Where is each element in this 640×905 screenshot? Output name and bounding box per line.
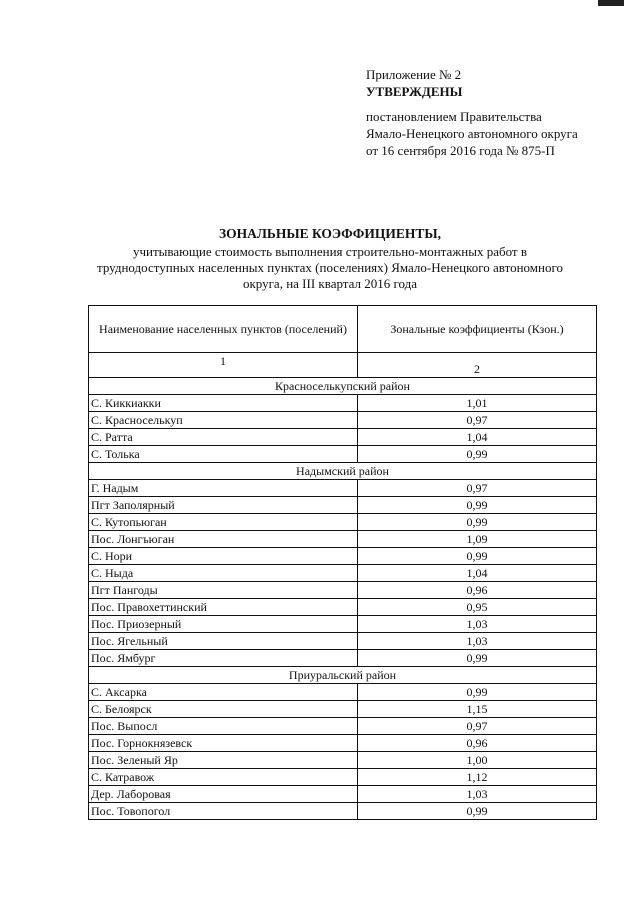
settlement-name: С. Ратта — [89, 429, 358, 446]
table-row — [89, 650, 597, 667]
zonal-coefficient: 1,03 — [358, 786, 597, 803]
table-row — [89, 718, 597, 735]
zonal-coefficient: 0,99 — [358, 803, 597, 820]
settlement-name: Дер. Лаборовая — [89, 786, 358, 803]
settlement-name: С. Нори — [89, 548, 358, 565]
zonal-coefficient: 0,97 — [358, 480, 597, 497]
subtitle-line-1: учитывающие стоимость выполнения строительно-монтажных работ в — [133, 244, 527, 259]
scan-mark — [598, 0, 624, 6]
table-row — [89, 582, 597, 599]
zonal-coefficient: 0,96 — [358, 582, 597, 599]
district-name: Приуральский район — [89, 667, 597, 684]
decree-line-1: постановлением Правительства — [366, 109, 542, 124]
table-row — [89, 786, 597, 803]
zonal-coefficient: 0,97 — [358, 412, 597, 429]
zonal-coefficient: 0,96 — [358, 735, 597, 752]
zonal-coefficient: 1,04 — [358, 565, 597, 582]
district-header-row — [89, 667, 597, 684]
table-row — [89, 497, 597, 514]
zonal-coefficient: 1,03 — [358, 616, 597, 633]
settlement-name: Пос. Ягельный — [89, 633, 358, 650]
subtitle-line-3: округа, на III квартал 2016 года — [242, 276, 418, 291]
decree-line-3: от 16 сентября 2016 года № 875-П — [366, 143, 555, 158]
district-name: Надымский район — [89, 463, 597, 480]
settlement-name: С. Кутопьюган — [89, 514, 358, 531]
zonal-coefficient: 1,01 — [358, 395, 597, 412]
column-number-1: 1 — [89, 353, 358, 378]
settlement-name: Пос. Товопогол — [89, 803, 358, 820]
coefficients-table — [88, 305, 597, 820]
table-row — [89, 599, 597, 616]
document-title-block — [80, 226, 580, 292]
document-title: ЗОНАЛЬНЫЕ КОЭФФИЦИЕНТЫ, — [218, 226, 441, 241]
approval-block — [366, 66, 578, 159]
table-row — [89, 531, 597, 548]
table-row — [89, 446, 597, 463]
zonal-coefficient: 1,09 — [358, 531, 597, 548]
settlement-name: С. Белоярск — [89, 701, 358, 718]
table-row — [89, 803, 597, 820]
zonal-coefficient: 1,03 — [358, 633, 597, 650]
table-row — [89, 565, 597, 582]
district-name: Красноселькупский район — [89, 378, 597, 395]
zonal-coefficient: 0,99 — [358, 514, 597, 531]
zonal-coefficient: 0,95 — [358, 599, 597, 616]
table-row — [89, 633, 597, 650]
settlement-name: С. Катравож — [89, 769, 358, 786]
settlement-name: Пос. Приозерный — [89, 616, 358, 633]
zonal-coefficient: 0,97 — [358, 718, 597, 735]
zonal-coefficient: 0,99 — [358, 548, 597, 565]
zonal-coefficient: 1,00 — [358, 752, 597, 769]
settlement-name: С. Аксарка — [89, 684, 358, 701]
settlement-name: Пос. Выпосл — [89, 718, 358, 735]
table-row — [89, 735, 597, 752]
table-row — [89, 752, 597, 769]
table-row — [89, 684, 597, 701]
approved-label: УТВЕРЖДЕНЫ — [366, 84, 463, 99]
settlement-name: С. Ныда — [89, 565, 358, 582]
zonal-coefficient: 0,99 — [358, 446, 597, 463]
appendix-label: Приложение № 2 — [366, 67, 462, 82]
column-number-2: 2 — [358, 353, 597, 378]
column-header-settlement: Наименование населенных пунктов (поселений) — [89, 306, 358, 353]
table-row — [89, 412, 597, 429]
table-row — [89, 429, 597, 446]
settlement-name: Г. Надым — [89, 480, 358, 497]
district-header-row — [89, 463, 597, 480]
settlement-name: Пос. Правохеттинский — [89, 599, 358, 616]
district-header-row — [89, 378, 597, 395]
zonal-coefficient: 0,99 — [358, 650, 597, 667]
table-header-row — [89, 306, 597, 353]
zonal-coefficient: 1,12 — [358, 769, 597, 786]
settlement-name: Пгт Заполярный — [89, 497, 358, 514]
table-row — [89, 701, 597, 718]
settlement-name: С. Толька — [89, 446, 358, 463]
settlement-name: Пос. Ямбург — [89, 650, 358, 667]
settlement-name: Пос. Лонгъюган — [89, 531, 358, 548]
settlement-name: С. Красноселькуп — [89, 412, 358, 429]
table-row — [89, 769, 597, 786]
decree-line-2: Ямало-Ненецкого автономного округа — [366, 126, 578, 141]
subtitle-line-2: труднодоступных населенных пунктах (поселениях) Ямало-Ненецкого автономного — [97, 260, 563, 275]
settlement-name: С. Киккиакки — [89, 395, 358, 412]
zonal-coefficient: 1,15 — [358, 701, 597, 718]
zonal-coefficient: 0,99 — [358, 497, 597, 514]
table-row — [89, 480, 597, 497]
table-row — [89, 616, 597, 633]
settlement-name: Пос. Зеленый Яр — [89, 752, 358, 769]
settlement-name: Пгт Пангоды — [89, 582, 358, 599]
table-row — [89, 548, 597, 565]
settlement-name: Пос. Горнокнязевск — [89, 735, 358, 752]
column-header-coefficient: Зональные коэффициенты (Кзон.) — [358, 306, 597, 353]
table-row — [89, 395, 597, 412]
column-number-row — [89, 353, 597, 378]
zonal-coefficient: 0,99 — [358, 684, 597, 701]
zonal-coefficient: 1,04 — [358, 429, 597, 446]
table-row — [89, 514, 597, 531]
